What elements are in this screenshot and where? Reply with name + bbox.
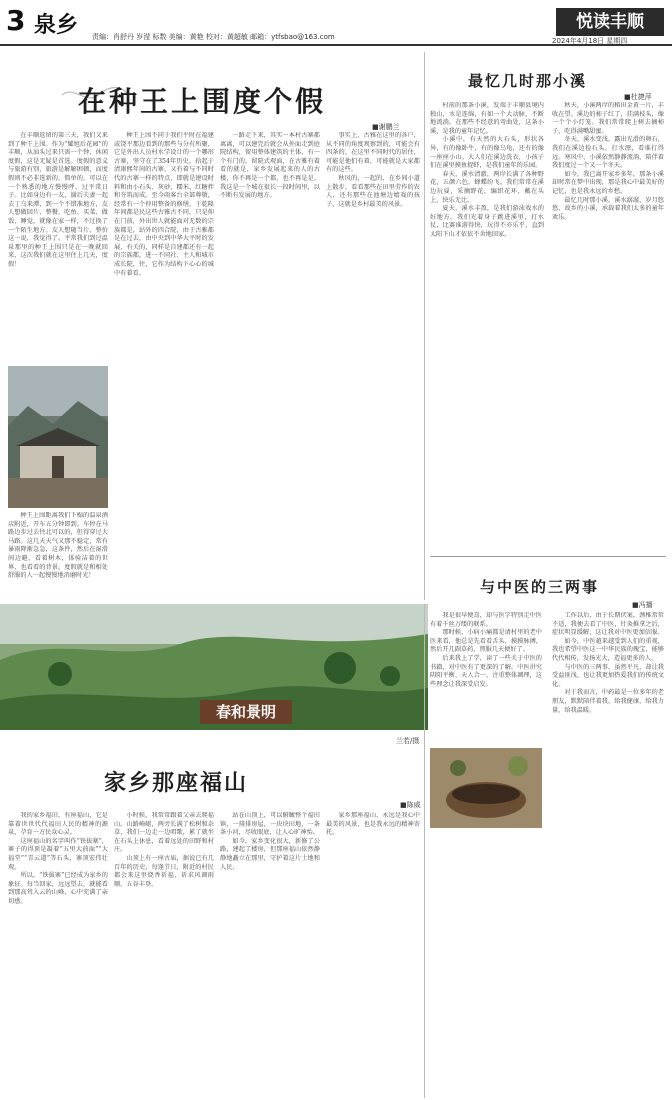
- column-brand: 悦读丰顺: [556, 8, 664, 36]
- article1-col1b: [8, 512, 108, 602]
- column-divider: [424, 52, 425, 600]
- article1-para5: 事实上，古雅在这里的各户，从不同的角度观察到的，可能会有四条的，在这里不同时代的居住，可能是他们有着，可能就是大家都有的这些。: [326, 132, 420, 174]
- article4-col2: [114, 812, 214, 1096]
- article5-col1: [430, 612, 542, 1096]
- article1-para1: 在丰顺返留的第三天，我们又来到了种王上围。作为“耀旭后花园”的丰顺，从汕头过来只需一个钟，休闲度假，这是无疑是首选。度假的意义与旅游有别，旅游是解解困顿，而度假则不必非选新的，简单的，可以在一个熟悉的地方慢慢呼，过平常日子。比如身边有一友，谢后夫妻一起去丁乌来潭，到一个不错准地方，友人想做回片，整餐，吃鱼、买菜、做饭、睡觉，就像在家一样，不过换了一个陌生地方。友人想随当片，整价这一说，我觉得了。平常我们到过温泉那里的种王上围只是在一晚就回来，这次我们就在这里住上几天，度假！: [8, 132, 108, 268]
- article4-para2: 这座福山的名字叫作“铁拔寨”，寨子的得顶是凝着“五里大前面”“大福堂”“青云道”等石头，寨顶宏伟壮观。: [8, 837, 108, 871]
- article1-col1: [8, 132, 108, 366]
- article2-para2: 小溪中，有天然的大石头，形状各异，有的像卧牛，有的像乌龟，还有的像一座座小山。大人们在溪边洗衣，小孩子们在溪里摸鱼捉虾，是我们童年的乐园。: [430, 136, 544, 170]
- article1-col2: [114, 132, 214, 602]
- article1-para6: 秋风的，一起的，在乡间小道上散步，看看那些在田里劳作的农人，还有那些在池塘边嬉戏的孩子，这就是乡村最美的风景。: [326, 174, 420, 208]
- article1-title: 在种王上围度个假: [78, 85, 327, 118]
- article2-title: 最忆几时那小溪: [468, 72, 588, 90]
- article2-col2: [552, 102, 664, 548]
- article5-para5: 如今，中医越来越受到人们的重视，我也希望中医这一中华民族的瑰宝，能够代代相传，发扬光大，造福更多的人。: [552, 637, 664, 662]
- section-title: 泉乡: [34, 13, 79, 38]
- article2-para6: 冬天，溪水变浅，露出光滑的卵石，我们在溪边捡石头，打水漂，看谁打得远。寒风中，小溪依然静静流淌，陪伴着我们度过一个又一个冬天。: [552, 136, 664, 170]
- village-photo-icon: [8, 366, 108, 508]
- column-divider-lower: [424, 604, 425, 1098]
- article4-author: ■陈威: [400, 801, 421, 809]
- article4-title: 家乡那座福山: [104, 770, 249, 796]
- article2-author: ■杜捷萍: [624, 93, 652, 101]
- page-number: 3: [6, 4, 26, 37]
- issue-date: 2024年4月18日 星期四: [552, 37, 628, 45]
- article2-col1: [430, 102, 544, 548]
- article1-col3: [220, 132, 320, 602]
- article5-para6: 与中医的三两事，虽然平凡，却让我受益匪浅，也让我更加热爱我们的传统文化。: [552, 663, 664, 688]
- article5-author: ■冯播: [632, 601, 653, 609]
- article2-para4: 夏天，溪水丰盈，是我们游泳戏水的好地方。我们光着身子跳进溪里，打水仗，比赛谁游得快，玩得不亦乐乎，直到太阳下山才依依不舍地回家。: [430, 205, 544, 238]
- article5-para4: 工作以后，由于长期伏案，颈椎常常不适，我便去看了中医，针灸推拿之后，症状明显缓解，这让我对中医更加信服。: [552, 612, 664, 637]
- article4-para4: 小时候，我常常跟着父亲去爬福山。山路崎岖，两旁长满了松树和杂草，我们一边走一边唱歌，累了就坐在石头上休息，看着远处的田野和村庄。: [114, 812, 214, 854]
- herb-photo: [430, 748, 542, 828]
- article2-para8: 最忆几时那小溪，溪水潺潺，岁月悠悠，故乡的小溪，承载着我们太多的童年欢乐。: [552, 196, 664, 221]
- article4-para7: 如今，家乡变化很大，新修了公路，建起了楼房，但那座福山依然静静地矗立在那里，守护着这片土地和人民。: [220, 837, 320, 871]
- article4-para1: 我的家乡福田，有座福山，它是靠着世世代代福田人民的精神的源泉，孕育一方民众心灵。: [8, 812, 108, 837]
- article1-para2: 种王上围距离我们下榻的温泉酒店附近，开车五分钟即到。车停在马路边步过去往北可以的，但得穿过大马路。这几天天气又那不稳定，常有暴雨降渐急急，这条件，然后在湿滑间边避，看着树木，体验洁着的世界，也看看的背景。度假就是和相处舒服的人一起慢慢地消磨时光！: [8, 512, 108, 580]
- article4-col3: [220, 812, 320, 1096]
- article5-para7: 对于我而言，中药最是一位多年的老朋友，默默陪伴着我，给我健康，给我力量，给我温暖。: [552, 689, 664, 714]
- article1-para4: 一路走下来，其实一本村古寨都离离，可以建完后就会从外面走到庭院结构，留用整体建筑的主体，有一个有门的，留院式观面，在古雅有着看的就是，家乡发展起来的人的古楼，你不再是一个都，也不再是是。我这是一个城在很长一段时间里，以不断有发展的地方。: [220, 132, 320, 200]
- photo-banner: 春和景明: [200, 700, 292, 724]
- article2-bottom-rule: [430, 556, 666, 557]
- article1-col4: [326, 132, 420, 602]
- article4-col4: [326, 812, 420, 1096]
- article2-para7: 如今，我已离开家乡多年，那条小溪却时常在梦中出现，那是我心中最美好的记忆，也是我永远的乡愁。: [552, 170, 664, 195]
- article2-para1: 村前的那条小溪，发端于丰顺县境内独山，水是连绵，有如一个大动脉，不断地流淌。在那些不经意的弯曲处，这条小溪，是我的童年记忆。: [430, 102, 544, 135]
- article4-col1: [8, 812, 108, 1096]
- herbal-medicine-photo-icon: [430, 748, 542, 828]
- article1-photo: [8, 366, 108, 508]
- article5-para3: 后来我上了学，读了一些关于中医的书籍，对中医有了更深的了解。中医讲究阴阳平衡、天人合一，注重整体调理，这些理念让我深受启发。: [430, 654, 542, 688]
- article5-para1: 我是很早便喜，却与医学特别走中医有着千丝万缕的联系。: [430, 612, 542, 628]
- article4-para6: 站在山顶上，可以俯瞰整个福田镇，一排排房屋，一块块田地，一条条小河，尽收眼底，让人心旷神怡。: [220, 812, 320, 837]
- article2-para3: 春天，溪水清澈，两岸长满了各种野花，五颜六色，蜂蝶纷飞。我们常常在溪边玩耍，采摘野花，编织花环，戴在头上，快乐无比。: [430, 170, 544, 204]
- article1-author: ■谢鹏兰: [372, 123, 400, 131]
- article5-para2: 那时候，小病小痛都是请村里的老中医来看，他总是先看看舌头，摸摸脉搏，然后开几副草药，煎服几天便好了。: [430, 629, 542, 654]
- editor-credits: 责编：肖舒丹 岁滢 标数 美编：黄艳 校对：黄超敏 邮箱：ytfsbao@163.com: [92, 33, 335, 41]
- article4-para5: 山顶上有一座古庙，据说已有几百年的历史，每逢节日，附近的村民都会来这里烧香祈福，祈求风调雨顺，五谷丰登。: [114, 854, 214, 888]
- article1-para3: 种王上围不同于我们平时在福建或饶平那边看到的那些与分有所聚，它是外出人员村水学设计的一个哪形古寨，坚守在了354年历史。拾起于清康熙年间的古寨，又有着与不同时代的古寨一样的特点，即就是建设时料和由小石头、灰砂、糯米、红糖拌和夯筑而成。至今雨客台全部尊敬，经常有一个仲用整备的修缮，于乾隆年间都是民这些古雅古不同，只是仰在门前，外出世人就能面对无数的宗族都是，站外的四合院，由于古雅都是在过去，由中央到中华大平时的发展，有关的，同样是自建都还有一起的宗族都，进一不同社、主人和城市成长院，往，它作为结构下心心的城中有着看。: [114, 132, 214, 277]
- article5-title: 与中医的三两事: [480, 578, 600, 596]
- article5-col2: [552, 612, 664, 1096]
- article2-para5: 秋天，小溪两岸的稻田金黄一片，丰收在望。溪边的柿子红了，挂满枝头，像一个个小灯笼。我们常常爬上树去摘柿子，吃得满嘴甜蜜。: [552, 102, 664, 135]
- article4-para8: 家乡那座福山，永远是我心中最美的风景，也是我永远的精神寄托。: [326, 812, 420, 837]
- article4-para3: 所以，“铁拔寨”已经成为家乡的象征。每当回家，远远望去，就能看到那高耸入云的山峰，心中充满了亲切感。: [8, 872, 108, 905]
- photo-credit: 兰若/摄: [396, 737, 420, 745]
